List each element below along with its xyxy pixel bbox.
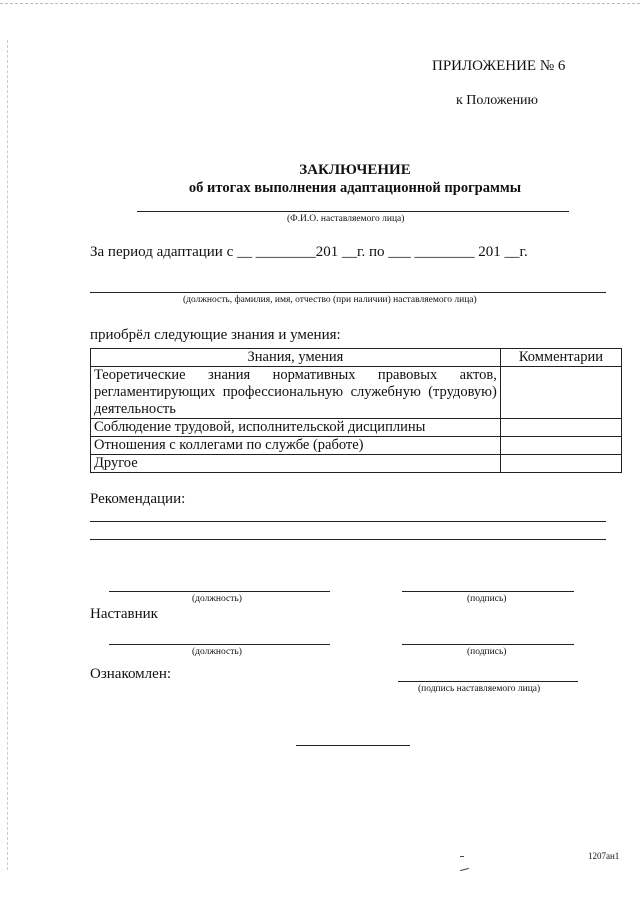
comment-cell[interactable] xyxy=(500,455,621,473)
position-fio-line[interactable] xyxy=(90,292,606,293)
acquainted-label: Ознакомлен: xyxy=(90,666,172,682)
table-row xyxy=(91,437,622,455)
column-header-comments: Комментарии xyxy=(500,349,621,367)
document-title: ЗАКЛЮЧЕНИЕ xyxy=(299,162,411,178)
document-subtitle: об итогах выполнения адаптационной программы xyxy=(188,180,522,196)
skills-table xyxy=(90,348,622,473)
period-text: За период адаптации с __ ________201 __г. по ___ ________ 201 __г. xyxy=(90,244,528,260)
skill-cell: Отношения с коллегами по службе (работе) xyxy=(91,437,501,455)
table-row xyxy=(91,367,622,419)
comment-cell[interactable] xyxy=(500,437,621,455)
position-fio-hint: (должность, фамилия, имя, отчество (при наличии) наставляемого лица) xyxy=(183,295,477,305)
mentee-signature-line[interactable] xyxy=(398,681,578,682)
mentor-label: Наставник xyxy=(90,606,158,622)
comment-cell[interactable] xyxy=(500,367,621,419)
table-header-row xyxy=(91,349,622,367)
position-line-1[interactable] xyxy=(109,591,330,592)
appendix-label: ПРИЛОЖЕНИЕ № 6 xyxy=(432,58,566,74)
date-line[interactable] xyxy=(296,745,410,746)
signature-line-1[interactable] xyxy=(402,591,574,592)
position-hint-2: (должность) xyxy=(192,647,242,657)
fio-hint: (Ф.И.О. наставляемого лица) xyxy=(287,214,405,224)
table-row xyxy=(91,455,622,473)
mentee-signature-hint: (подпись наставляемого лица) xyxy=(418,684,541,694)
footer-code: 1207ан1 xyxy=(588,851,620,861)
recommendations-label: Рекомендации: xyxy=(90,491,186,507)
column-header-skills: Знания, умения xyxy=(91,349,501,367)
position-line-2[interactable] xyxy=(109,644,330,645)
acquired-text: приобрёл следующие знания и умения: xyxy=(90,327,341,343)
recommendations-line-1[interactable] xyxy=(90,521,606,522)
fio-line[interactable] xyxy=(137,211,569,212)
scan-edge-top xyxy=(0,3,640,4)
signature-line-2[interactable] xyxy=(402,644,574,645)
scan-mark xyxy=(460,868,469,871)
scan-mark xyxy=(460,856,464,857)
to-regulation-label: к Положению xyxy=(456,93,539,108)
skill-cell: Соблюдение трудовой, исполнительской дисциплины xyxy=(91,419,501,437)
skill-cell: Теоретические знания нормативных правовых актов, регламентирующих профессиональную служебную (трудовую) деятельность xyxy=(91,367,501,419)
position-hint-1: (должность) xyxy=(192,594,242,604)
table-row xyxy=(91,419,622,437)
skill-cell: Другое xyxy=(91,455,501,473)
recommendations-line-2[interactable] xyxy=(90,539,606,540)
signature-hint-2: (подпись) xyxy=(467,647,507,657)
comment-cell[interactable] xyxy=(500,419,621,437)
signature-hint-1: (подпись) xyxy=(467,594,507,604)
